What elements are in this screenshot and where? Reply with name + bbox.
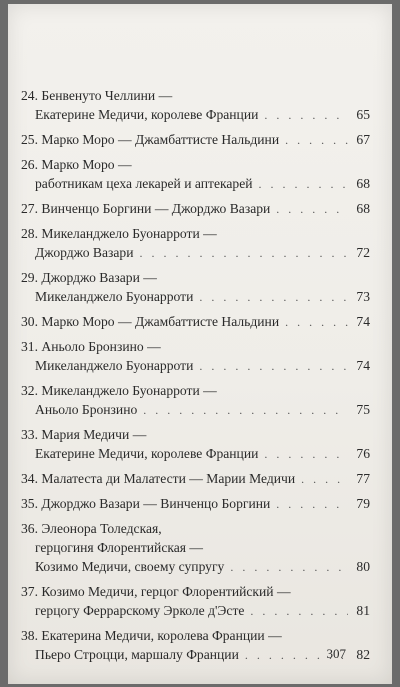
toc-entry <box>21 582 370 621</box>
toc-entry-text: Аньоло Бронзино <box>35 402 138 417</box>
toc-entry-line <box>21 337 370 356</box>
toc-entry-text: 33. Мария Медичи — <box>21 427 147 442</box>
toc-entry <box>21 337 370 376</box>
toc-entry-page: 74 <box>356 358 370 373</box>
toc-entry-page: 65 <box>356 107 370 122</box>
toc-entry-text: работникам цеха лекарей и аптекарей <box>35 176 253 191</box>
toc-entry <box>21 519 370 577</box>
leader-dots <box>264 445 348 464</box>
toc-entry-line <box>21 381 370 400</box>
leader-dots <box>259 175 348 194</box>
leader-dots <box>250 602 348 621</box>
toc-entry-text: 27. Винченцо Боргини — Джорджо Вазари <box>21 201 271 216</box>
toc-entry-text: герцогиня Флорентийская — <box>35 540 204 555</box>
toc-entry-line <box>21 444 370 464</box>
toc-entry-text: 26. Марко Моро — <box>21 157 132 172</box>
toc-entry-text: Джорджо Вазари <box>35 245 134 260</box>
toc-entry-text: 25. Марко Моро — Джамбаттисте Нальдини <box>21 132 280 147</box>
toc-entry-line <box>21 400 370 420</box>
toc-entry <box>21 155 370 194</box>
toc-entry-page: 67 <box>356 132 370 147</box>
toc-entry <box>21 425 370 464</box>
toc-entry-page: 74 <box>356 314 370 329</box>
toc-entry-page: 76 <box>356 446 370 461</box>
toc-entry-line <box>21 626 370 645</box>
toc-entry-line <box>21 130 370 150</box>
toc-entry-line <box>21 425 370 444</box>
toc-entry-line <box>21 312 370 332</box>
toc-entry-line <box>21 268 370 287</box>
toc-entry-text: 29. Джорджо Вазари — <box>21 270 157 285</box>
toc-entry-text: 24. Бенвенуто Челлини — <box>21 88 173 103</box>
toc-entry-text: 31. Аньоло Бронзино — <box>21 339 161 354</box>
toc-entry <box>21 312 370 332</box>
toc-entry-line <box>21 494 370 514</box>
toc-entry <box>21 494 370 514</box>
toc-entry-page: 82 <box>356 647 370 662</box>
toc-entry-line <box>21 199 370 219</box>
toc-entry <box>21 86 370 125</box>
toc-entry-text: Козимо Медичи, своему супругу <box>35 559 225 574</box>
toc-entry-text: 36. Элеонора Толедская, <box>21 521 162 536</box>
leader-dots <box>264 106 348 125</box>
leader-dots <box>301 470 348 489</box>
toc-entry-line <box>21 86 370 105</box>
toc-entry-page: 79 <box>356 496 370 511</box>
toc-entry-line <box>21 243 370 263</box>
toc-entry-text: Екатерине Медичи, королеве Франции <box>35 107 259 122</box>
leader-dots <box>143 401 348 420</box>
leader-dots <box>199 288 348 307</box>
toc-entry-line <box>21 469 370 489</box>
toc-entry-text: Микеланджело Буонарроти <box>35 289 194 304</box>
toc-entry-text: 37. Козимо Медичи, герцог Флорентийский — <box>21 584 291 599</box>
toc-entry-text: 34. Малатеста ди Малатести — Марии Медичи <box>21 471 296 486</box>
toc-entry-text: Микеланджело Буонарроти <box>35 358 194 373</box>
toc-entry-page: 75 <box>356 402 370 417</box>
leader-dots <box>230 558 348 577</box>
toc-entry-line <box>21 155 370 174</box>
toc-entry <box>21 469 370 489</box>
toc-entry <box>21 626 370 665</box>
toc-entry-text: герцогу Феррарскому Эрколе д'Эсте <box>35 603 245 618</box>
toc-entry <box>21 199 370 219</box>
toc-entry-line <box>21 519 370 538</box>
toc-entry-text: 28. Микеланджело Буонарроти — <box>21 226 217 241</box>
toc-entry-line <box>21 356 370 376</box>
toc-entry-line <box>21 601 370 621</box>
leader-dots <box>199 357 348 376</box>
toc-entry-text: 30. Марко Моро — Джамбаттисте Нальдини <box>21 314 280 329</box>
leader-dots <box>285 131 348 150</box>
toc-entry-text: Екатерине Медичи, королеве Франции <box>35 446 259 461</box>
toc-entry-text: 35. Джорджо Вазари — Винченцо Боргини <box>21 496 271 511</box>
leader-dots <box>285 313 348 332</box>
page-number: 307 <box>326 646 346 661</box>
toc-entry-page: 81 <box>356 603 370 618</box>
toc-entry-page: 80 <box>356 559 370 574</box>
leader-dots <box>139 244 348 263</box>
toc-entry <box>21 268 370 307</box>
toc-entry-page: 77 <box>356 471 370 486</box>
book-page <box>8 4 392 684</box>
toc-entry-page: 72 <box>356 245 370 260</box>
toc-entry-text: Пьеро Строцци, маршалу Франции <box>35 647 239 662</box>
toc-entry-page: 73 <box>356 289 370 304</box>
toc-entry-line <box>21 287 370 307</box>
leader-dots <box>276 495 348 514</box>
toc-entry-line <box>21 538 370 557</box>
toc-entry-line <box>21 224 370 243</box>
toc-entry-page: 68 <box>356 201 370 216</box>
toc-entry <box>21 130 370 150</box>
toc-entry <box>21 224 370 263</box>
toc-entry-line <box>21 174 370 194</box>
toc-entry-line <box>21 645 370 665</box>
toc-entry-text: 38. Екатерина Медичи, королева Франции — <box>21 628 282 643</box>
toc-entry-line <box>21 105 370 125</box>
toc-entry <box>21 381 370 420</box>
toc-entry-line <box>21 582 370 601</box>
leader-dots <box>276 200 348 219</box>
toc-entry-page: 68 <box>356 176 370 191</box>
table-of-contents <box>21 86 370 670</box>
toc-entry-line <box>21 557 370 577</box>
toc-entry-text: 32. Микеланджело Буонарроти — <box>21 383 217 398</box>
